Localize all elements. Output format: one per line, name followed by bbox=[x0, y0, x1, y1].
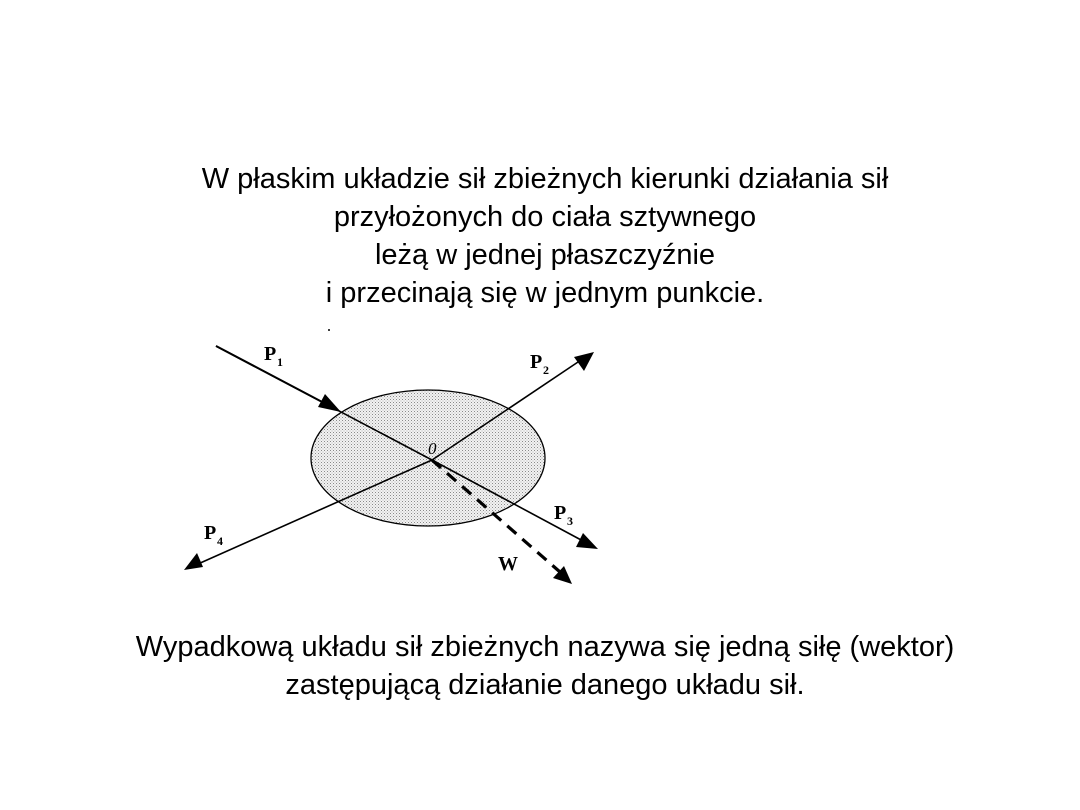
label-p1-letter: P bbox=[264, 343, 277, 365]
label-p3-index: 3 bbox=[567, 514, 573, 528]
intro-line-1: W płaskim układzie sił zbieżnych kierunki działania sił bbox=[201, 163, 889, 195]
intro-line-4: i przecinają się w jednym punkcie. bbox=[325, 277, 765, 309]
label-p4-letter: P bbox=[204, 522, 217, 544]
label-p4 bbox=[204, 522, 223, 548]
label-p4-index: 4 bbox=[217, 534, 223, 548]
label-p1-index: 1 bbox=[277, 355, 283, 369]
intro-line-2: przyłożonych do ciała sztywnego bbox=[333, 201, 757, 233]
label-p2-index: 2 bbox=[543, 363, 549, 377]
label-p1 bbox=[264, 343, 283, 369]
label-resultant-w: W bbox=[498, 553, 518, 575]
definition-line-2: zastępującą działanie danego układu sił. bbox=[285, 669, 805, 701]
label-p3 bbox=[554, 502, 573, 528]
label-p3-letter: P bbox=[554, 502, 567, 524]
label-p2-letter: P bbox=[530, 351, 543, 373]
definition-paragraph bbox=[0, 628, 1080, 704]
label-p2 bbox=[530, 351, 549, 377]
definition-line-1: Wypadkową układu sił zbieżnych nazywa się jedną siłę (wektor) bbox=[135, 631, 955, 663]
intro-line-3: leżą w jednej płaszczyźnie bbox=[374, 239, 716, 271]
label-origin: 0 bbox=[428, 439, 437, 458]
speck-mark bbox=[328, 329, 330, 331]
